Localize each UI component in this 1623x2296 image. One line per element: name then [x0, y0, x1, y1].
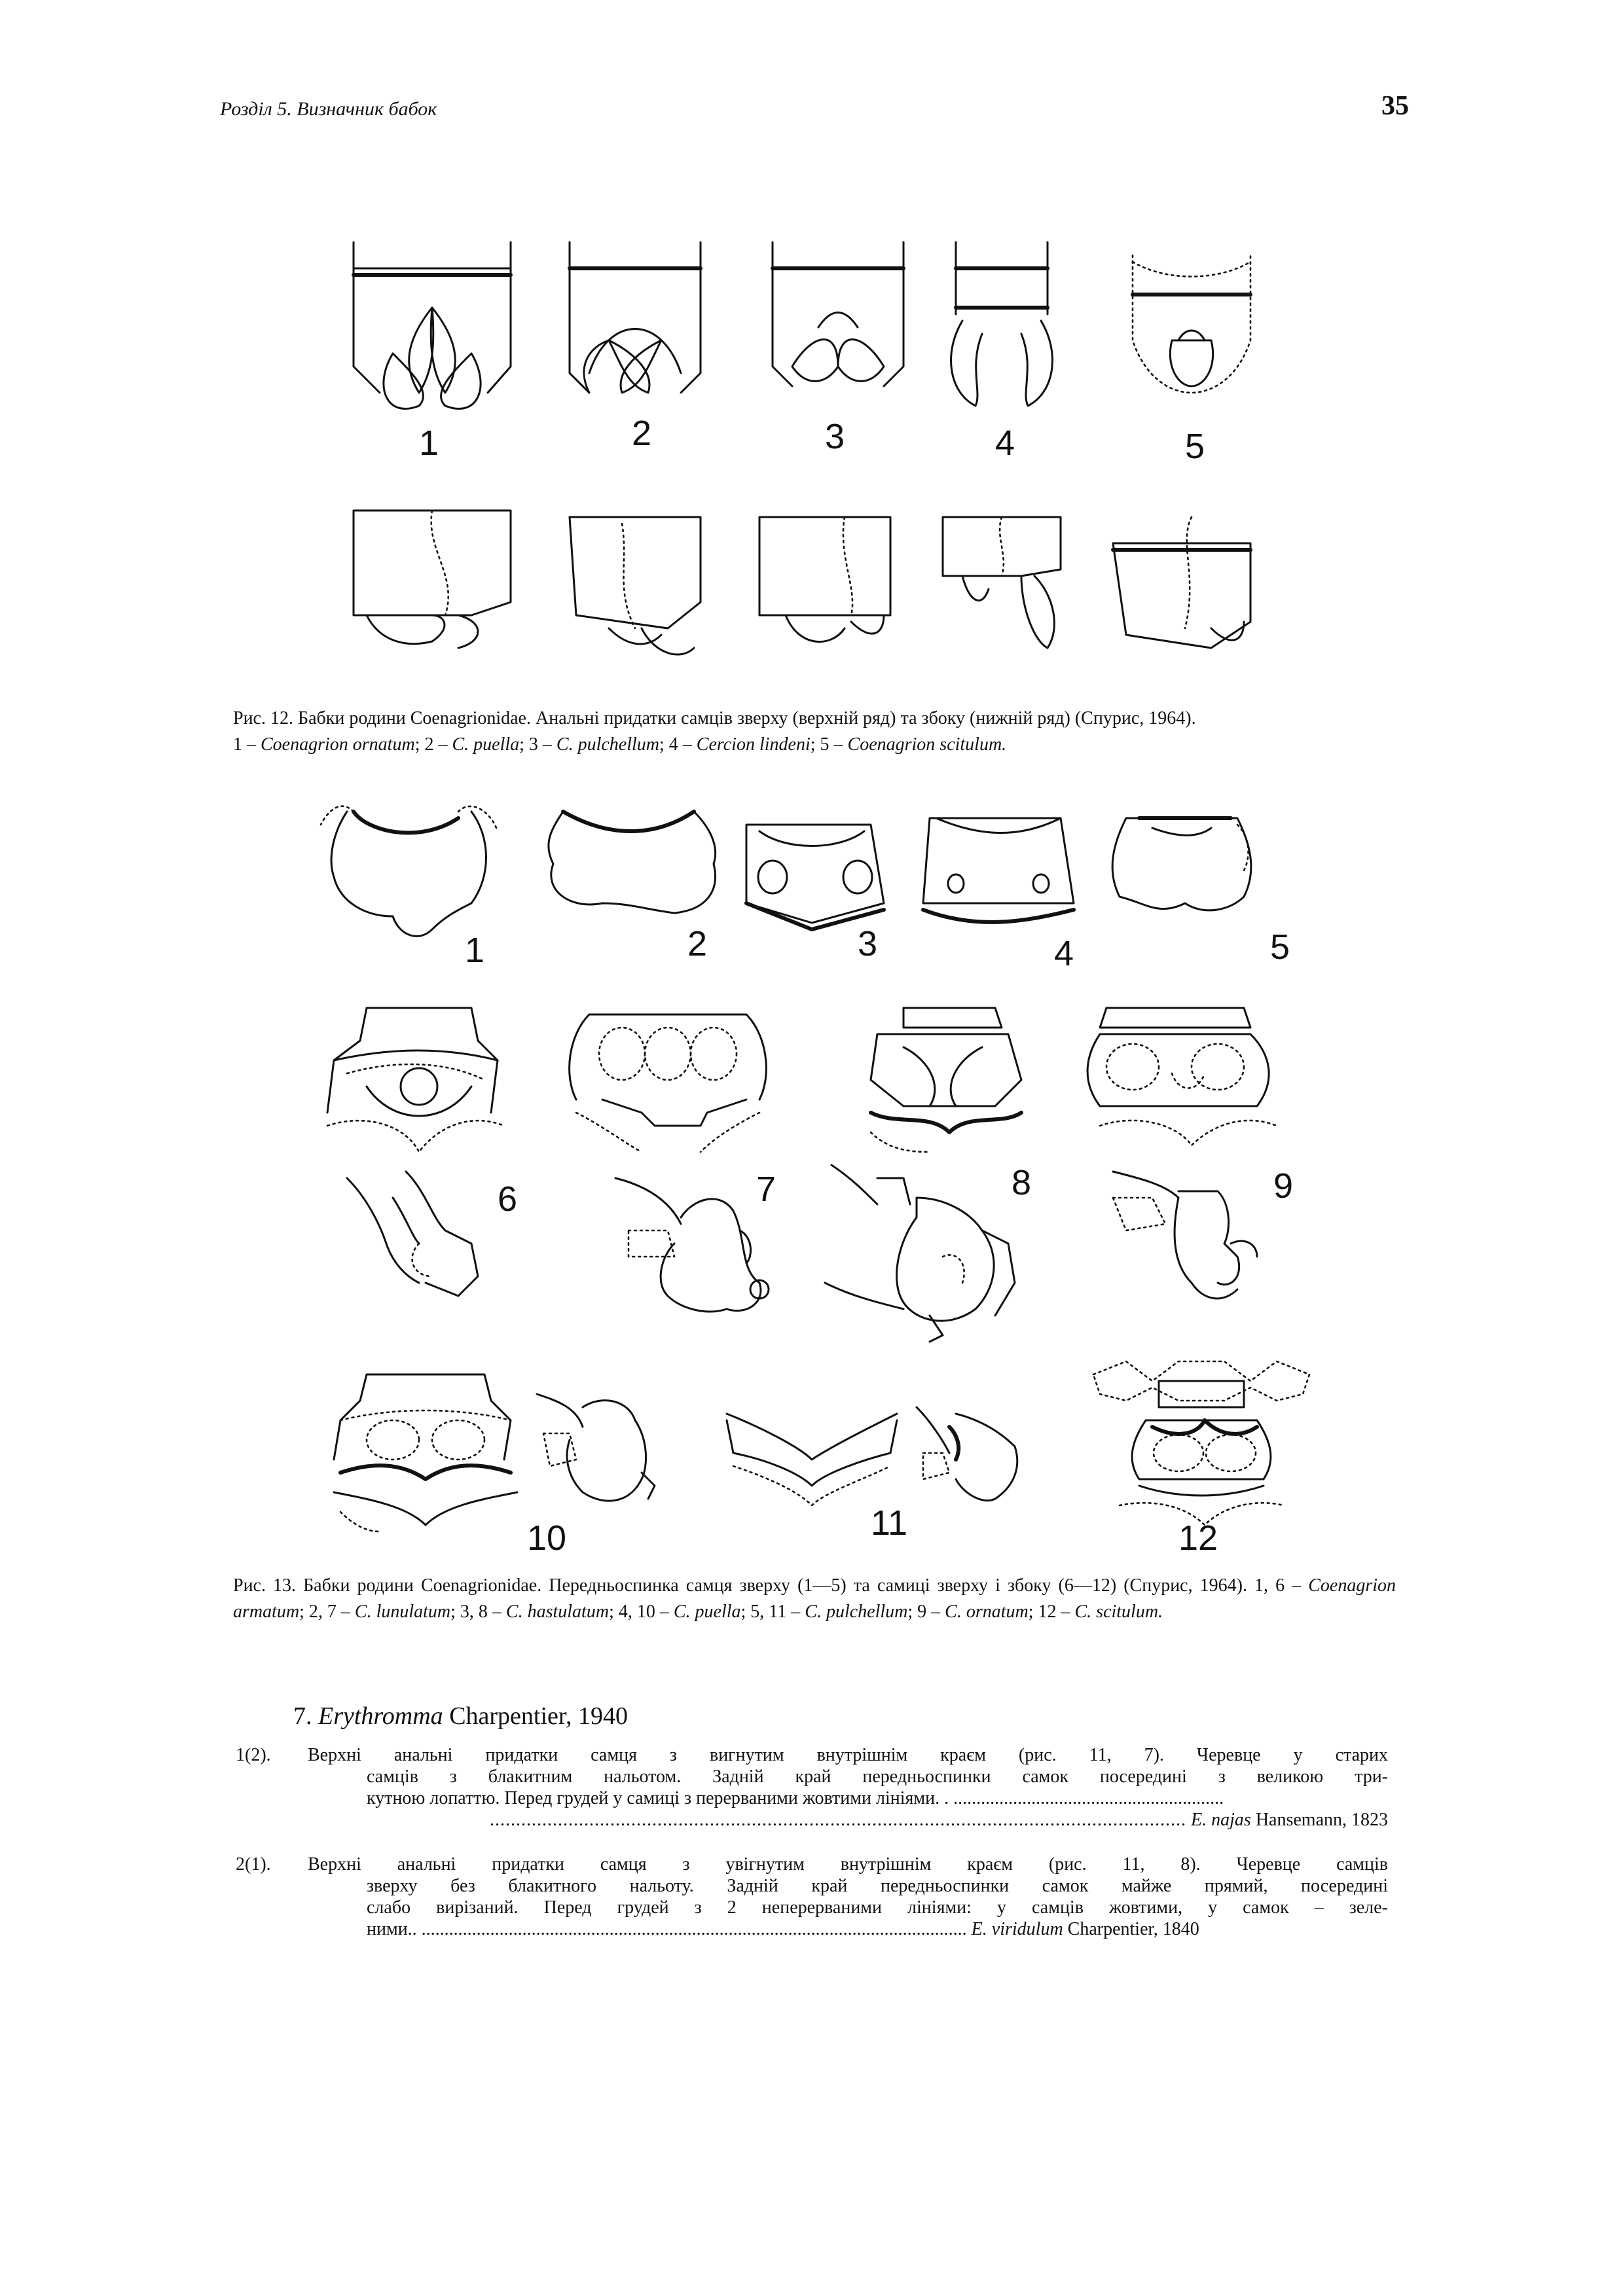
fig13-taxon-num: 2, 7 – — [308, 1602, 350, 1622]
key-leader-dots: ..................................................................................................................................... — [490, 1810, 1187, 1830]
genus-number: 7. — [293, 1702, 312, 1730]
fig13-label-8: 8 — [1012, 1163, 1032, 1202]
figure-13-caption: Рис. 13. Бабки родини Coenagrionidae. Передньоспинка самця зверху (1—5) та самиці зверху і збоку (6—12) (Спурис, 1964). 1, 6 – Coenagrion armatum; 2, 7 – C. lunulatum; 3, 8 – C. hastulatum; 4, 10 – C. puella; 5, 11 – C. pulchellum; 9 – C. ornatum; 12 – C. scitulum. — [233, 1575, 1396, 1622]
fig13-lateral-6 — [347, 1172, 478, 1296]
key-authority: Charpentier, 1840 — [1067, 1919, 1199, 1939]
fig12-label-2: 2 — [632, 414, 652, 453]
key-number: 1(2). — [236, 1745, 271, 1765]
fig13-label-1: 1 — [465, 931, 485, 970]
fig13-shape-1 — [321, 806, 498, 937]
fig13-taxon-name: C. ornatum — [945, 1602, 1029, 1622]
fig13-lateral-10 — [537, 1394, 655, 1501]
fig13-shape-2 — [549, 812, 716, 913]
fig13-label-9: 9 — [1273, 1166, 1294, 1206]
key-leader-dots: ....................................................................................................................... — [421, 1919, 967, 1939]
fig13-label-5: 5 — [1270, 927, 1290, 967]
genus-name: Erythromma — [318, 1702, 443, 1730]
fig13-lateral-11 — [917, 1407, 1017, 1501]
fig12-taxon-num: 4 – — [668, 734, 692, 755]
fig12-label-4: 4 — [995, 423, 1015, 463]
page-number: 35 — [1381, 91, 1409, 121]
fig12-taxon-name: Coenagrion ornatum — [261, 734, 415, 755]
genus-author: Charpentier, 1940 — [449, 1702, 629, 1730]
key-couplet-2 — [0, 1854, 1623, 1965]
key-taxon: E. najas — [1191, 1810, 1251, 1830]
fig13-label-3: 3 — [858, 924, 878, 963]
fig13-taxon-name: C. hastulatum — [505, 1602, 610, 1622]
fig12-label-5: 5 — [1185, 427, 1205, 466]
fig13-label-11: 11 — [871, 1503, 908, 1543]
fig12-taxon-name: Coenagrion scitulum. — [847, 734, 1007, 755]
fig13-label-2: 2 — [687, 924, 708, 963]
key-line: слабо вирізаний. Перед грудей з 2 неперерваними лініями: у самців жовтими, у самок – зеле- — [367, 1897, 1388, 1918]
fig13-label-7: 7 — [756, 1170, 776, 1209]
key-taxon: E. viridulum — [971, 1919, 1063, 1939]
fig12-label-1: 1 — [419, 423, 439, 463]
fig12-caption-lead: Рис. 12. Бабки родини Coenagrionidae. Анальні придатки самців зверху (верхній ряд) та збоку (нижній ряд) (Спурис, 1964). — [233, 708, 1196, 728]
fig12-taxon-num: 1 – — [233, 734, 256, 755]
fig12-taxon-num: 3 – — [528, 734, 552, 755]
fig13-taxon-num: 5, 11 – — [750, 1602, 801, 1622]
fig13-dorsal-6 — [327, 1008, 504, 1152]
fig13-shape-3 — [746, 825, 884, 929]
key-line: Верхні анальні придатки самця з вигнутим внутрішнім краєм (рис. 11, 7). Черевце у старих — [308, 1745, 1388, 1765]
fig13-shape-4 — [923, 818, 1074, 922]
fig12-taxon-name: Cercion lindeni — [696, 734, 811, 755]
key-couplet-1 — [0, 1744, 1623, 1856]
fig13-dorsal-12 — [1093, 1361, 1309, 1525]
fig13-label-10: 10 — [527, 1518, 567, 1558]
fig13-taxon-name: C. pulchellum — [805, 1602, 908, 1622]
fig13-taxon-num: 12 – — [1038, 1602, 1070, 1622]
fig13-lateral-7 — [615, 1178, 769, 1312]
fig13-taxon-name: Coenagrion armatum — [233, 1575, 1396, 1622]
key-line: кутною лопаттю. Перед грудей у самиці з перерваними жовтими лініями. . ........................................................... — [367, 1788, 1224, 1808]
key-line: Верхні анальні придатки самця з увігнутим внутрішнім краєм (рис. 11, 8). Черевце самців — [308, 1854, 1388, 1874]
key-last-prefix: ними.. — [367, 1919, 417, 1939]
fig13-taxon-name: C. lunulatum — [354, 1602, 451, 1622]
fig13-lateral-8 — [825, 1165, 1015, 1342]
fig13-label-12: 12 — [1178, 1518, 1218, 1558]
key-result — [367, 1809, 1388, 1831]
fig13-taxon-name: C. scitulum. — [1074, 1602, 1163, 1622]
fig13-dorsal-9 — [1087, 1008, 1277, 1145]
running-header: Розділ 5. Визначник бабок — [220, 98, 437, 120]
key-authority: Hansemann, 1823 — [1255, 1810, 1388, 1830]
fig13-lateral-9 — [1113, 1172, 1257, 1299]
fig13-label-4: 4 — [1054, 934, 1074, 973]
figure-12-caption: Рис. 12. Бабки родини Coenagrionidae. Анальні придатки самців зверху (верхній ряд) та збоку (нижній ряд) (Спурис, 1964). 1 – Coenagrion ornatum; 2 – C. puella; 3 – C. pulchellum; 4 – Cercion lindeni; 5 – Coenagrion scitulum. — [233, 708, 1196, 755]
fig13-taxon-name: C. puella — [673, 1602, 741, 1622]
fig13-shape-5 — [1112, 818, 1251, 910]
fig13-taxon-num: 9 – — [917, 1602, 941, 1622]
fig12-taxon-num: 5 – — [820, 734, 843, 755]
fig13-dorsal-7 — [570, 1014, 767, 1152]
fig13-taxon-num: 1, 6 – — [1254, 1575, 1302, 1596]
fig12-label-3: 3 — [825, 417, 845, 456]
fig12-taxon-name: C. pulchellum — [556, 734, 660, 755]
fig13-taxon-num: 4, 10 – — [618, 1602, 669, 1622]
fig13-taxon-num: 3, 8 – — [460, 1602, 501, 1622]
key-line: зверху без блакитного нальоту. Задній край передньоспинки самок майже прямий, посередині — [367, 1876, 1388, 1896]
fig13-dorsal-8 — [871, 1008, 1021, 1152]
fig13-shape-11 — [727, 1414, 897, 1505]
fig13-dorsal-10 — [334, 1374, 517, 1532]
fig13-label-6: 6 — [498, 1179, 518, 1219]
key-line: самців з блакитним нальотом. Задній край передньоспинки самок посередині з великою три- — [367, 1767, 1388, 1787]
key-number: 2(1). — [236, 1854, 271, 1874]
fig12-taxon-name: C. puella — [452, 734, 520, 755]
key-result — [367, 1918, 1388, 1940]
fig13-caption-lead: Рис. 13. Бабки родини Coenagrionidae. Передньоспинка самця зверху (1—5) та самиці зверху і збоку (6—12) (Спурис, 1964). — [233, 1575, 1247, 1596]
genus-heading — [293, 1702, 628, 1731]
fig12-taxon-num: 2 – — [424, 734, 448, 755]
